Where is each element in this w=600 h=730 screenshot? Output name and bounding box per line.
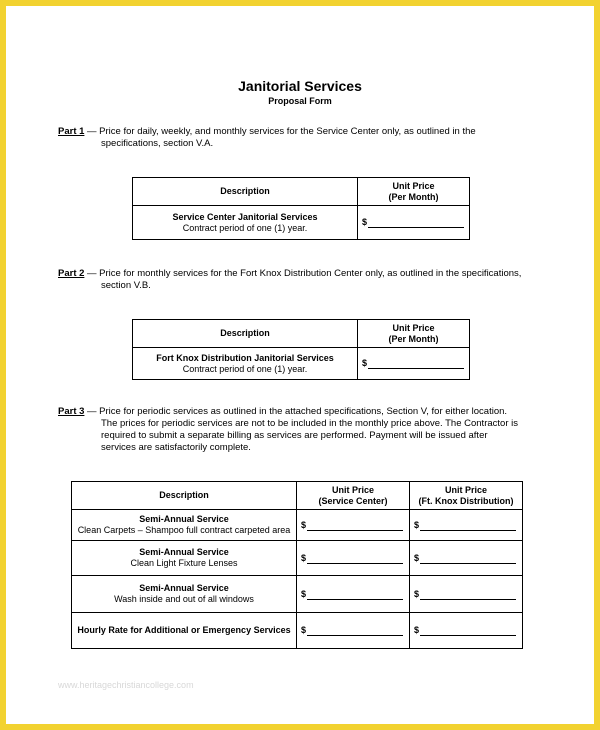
table2-row-description	[133, 348, 358, 380]
row-subtitle: Clean Carpets – Shampoo full contract carpeted area	[77, 525, 291, 535]
table2-header-description: Description	[133, 320, 358, 348]
table2-price-field[interactable]	[358, 348, 470, 380]
price-blank-line	[368, 359, 464, 369]
part-2-text-line-1: — Price for monthly services for the Fort Knox Distribution Center only, as outlined in the specifications,	[87, 268, 522, 279]
price-blank-line	[420, 590, 516, 600]
ft-knox-price-field[interactable]	[410, 541, 523, 576]
table1-header-unit-price-line1: Unit Price	[392, 180, 435, 191]
dollar-sign: $	[301, 588, 307, 599]
part-2-price-table	[132, 319, 470, 380]
table3-header-ft-knox-line2: (Ft. Knox Distribution)	[418, 495, 514, 506]
table-row	[72, 541, 523, 576]
table3-row-description	[72, 541, 297, 576]
table3-header-service-center-line1: Unit Price	[331, 484, 374, 495]
price-blank-line	[307, 626, 403, 636]
table3-row-description	[72, 510, 297, 541]
price-blank-line	[368, 218, 464, 228]
watermark-text: www.heritagechristiancollege.com	[58, 680, 194, 690]
part-1-paragraph	[58, 126, 548, 150]
table1-row-description	[133, 206, 358, 240]
part-2-text-line-2: section V.B.	[101, 280, 151, 291]
table3-header-ft-knox-line1: Unit Price	[444, 484, 487, 495]
table2-header-unit-price	[358, 320, 470, 348]
dollar-sign: $	[414, 588, 420, 599]
dollar-sign: $	[362, 358, 368, 368]
part-1-label: Part 1	[58, 126, 85, 137]
part-2-label: Part 2	[58, 268, 85, 279]
table3-row-description	[72, 576, 297, 613]
table1-header-description: Description	[133, 178, 358, 206]
part-3-price-table	[71, 481, 523, 649]
price-blank-line	[307, 590, 403, 600]
price-blank-line	[420, 626, 516, 636]
service-center-price-field[interactable]	[297, 541, 410, 576]
price-blank-line	[420, 554, 516, 564]
row-title: Semi-Annual Service	[139, 583, 229, 593]
table1-header-unit-price-line2: (Per Month)	[388, 191, 439, 202]
table2-header-unit-price-line2: (Per Month)	[388, 333, 439, 344]
dollar-sign: $	[301, 519, 307, 530]
service-center-price-field[interactable]	[297, 613, 410, 649]
dollar-sign: $	[362, 217, 368, 227]
table1-header-unit-price	[358, 178, 470, 206]
part-1-price-table	[132, 177, 470, 240]
row-title: Semi-Annual Service	[139, 547, 229, 557]
table1-row-title: Service Center Janitorial Services	[172, 211, 318, 222]
row-subtitle: Wash inside and out of all windows	[114, 594, 254, 604]
page-subtitle: Proposal Form	[268, 96, 332, 106]
table3-header-service-center	[297, 482, 410, 510]
service-center-price-field[interactable]	[297, 576, 410, 613]
part-3-label: Part 3	[58, 406, 85, 417]
table1-row-subtitle: Contract period of one (1) year.	[182, 222, 308, 233]
table-row	[72, 613, 523, 649]
ft-knox-price-field[interactable]	[410, 613, 523, 649]
table3-header-description: Description	[72, 482, 297, 510]
part-3-text-line-2: The prices for periodic services are not to be included in the monthly price above. The Contractor is	[101, 418, 518, 429]
part-1-text-line-2: specifications, section V.A.	[101, 138, 214, 149]
table1-price-field[interactable]	[358, 206, 470, 240]
table3-header-ft-knox	[410, 482, 523, 510]
part-3-text-line-1: — Price for periodic services as outlined in the attached specifications, Section V, for either location.	[87, 406, 508, 417]
table3-header-service-center-line2: (Service Center)	[318, 495, 388, 506]
service-center-price-field[interactable]	[297, 510, 410, 541]
dollar-sign: $	[414, 625, 420, 635]
ft-knox-price-field[interactable]	[410, 510, 523, 541]
table2-row-title: Fort Knox Distribution Janitorial Services	[156, 352, 334, 363]
part-3-text-line-4: services are satisfactorily complete.	[101, 442, 251, 453]
part-3-text-line-3: required to submit a separate billing as services are performed. Payment will be issued after	[101, 430, 488, 441]
dollar-sign: $	[414, 552, 420, 563]
table-row	[72, 510, 523, 541]
price-blank-line	[307, 521, 403, 531]
page-title: Janitorial Services	[238, 78, 362, 94]
part-1-text-line-1: — Price for daily, weekly, and monthly services for the Service Center only, as outlined in the	[87, 126, 476, 137]
part-3-paragraph	[58, 406, 548, 454]
table2-header-unit-price-line1: Unit Price	[392, 322, 435, 333]
table-row	[72, 576, 523, 613]
row-title: Semi-Annual Service	[139, 514, 229, 524]
row-title: Hourly Rate for Additional or Emergency Services	[77, 625, 291, 635]
dollar-sign: $	[414, 519, 420, 530]
row-subtitle: Clean Light Fixture Lenses	[130, 558, 238, 568]
ft-knox-price-field[interactable]	[410, 576, 523, 613]
price-blank-line	[420, 521, 516, 531]
dollar-sign: $	[301, 552, 307, 563]
part-2-paragraph	[58, 268, 548, 292]
dollar-sign: $	[301, 625, 307, 635]
price-blank-line	[307, 554, 403, 564]
table3-row-description	[72, 613, 297, 649]
table2-row-subtitle: Contract period of one (1) year.	[182, 363, 308, 374]
